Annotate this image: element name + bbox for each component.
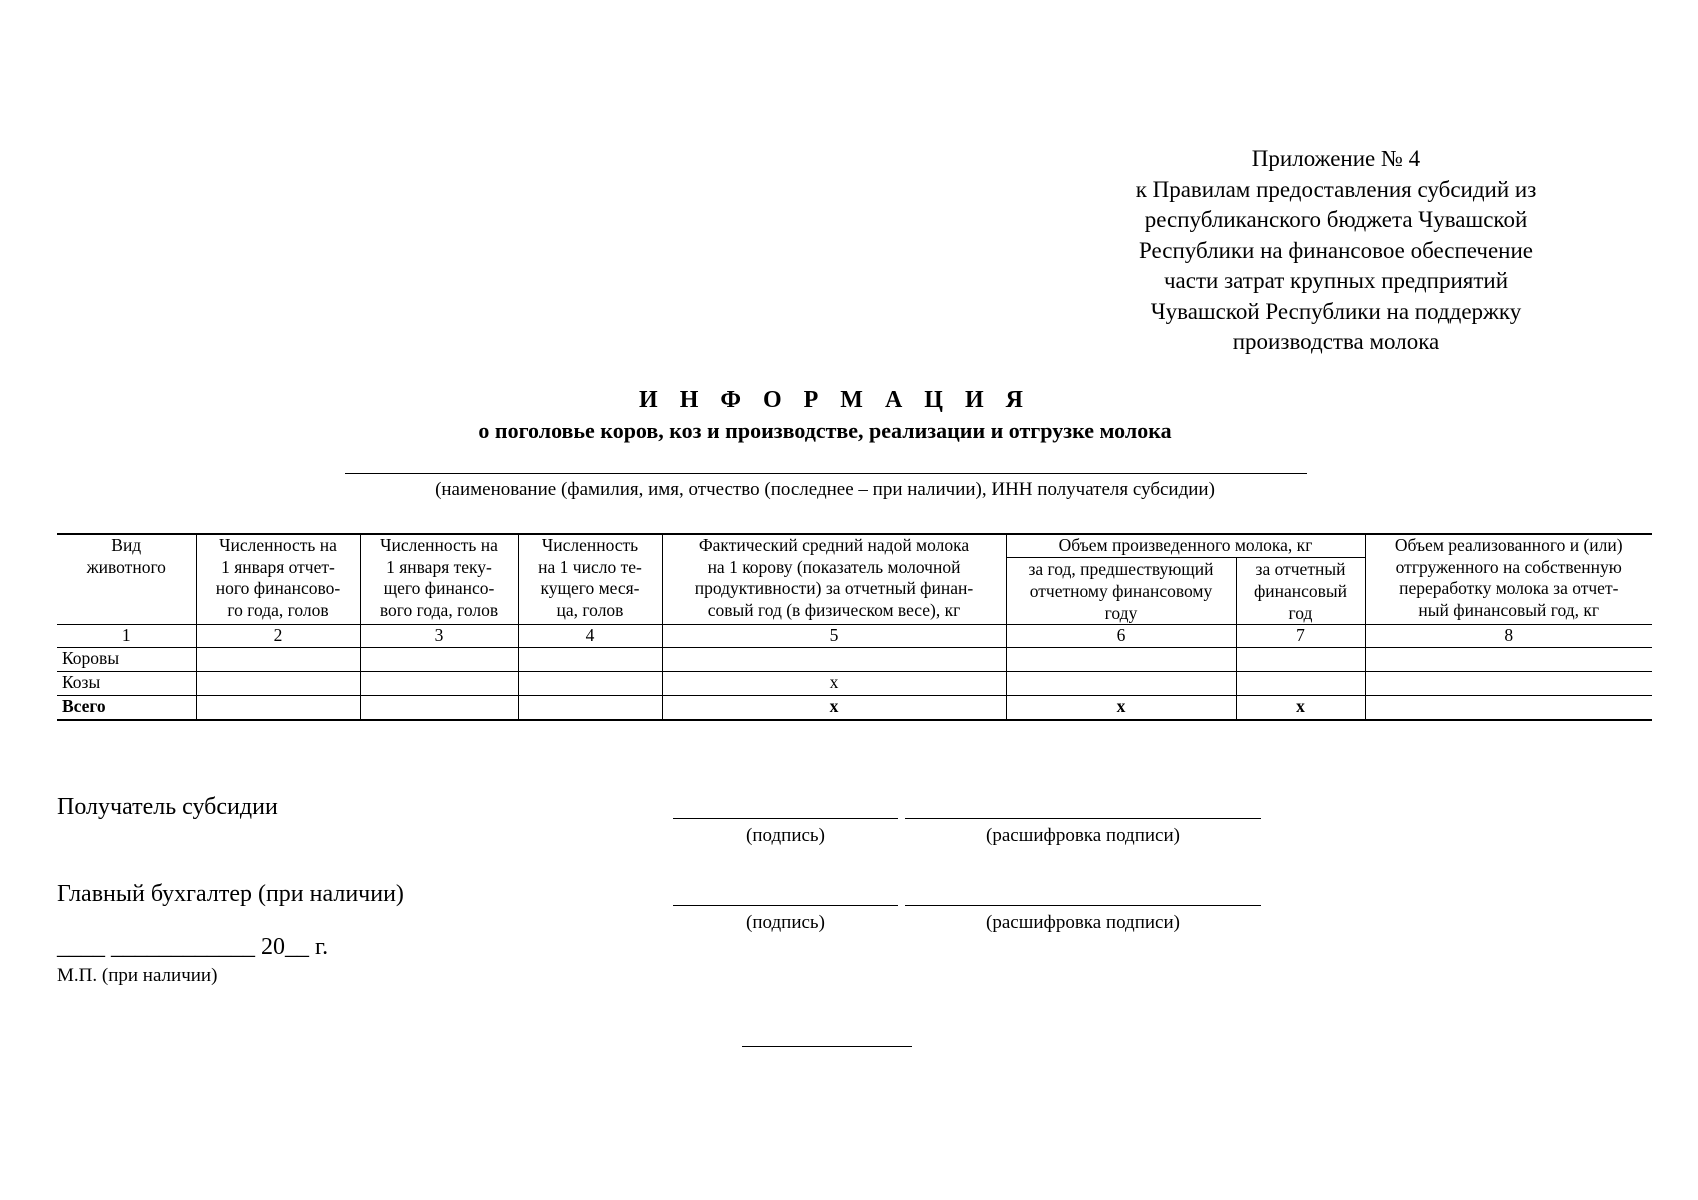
column-number: 2 [196, 624, 360, 647]
recipient-name-field[interactable] [345, 473, 1307, 474]
table-cell[interactable] [518, 671, 662, 695]
column-number: 3 [360, 624, 518, 647]
row-label: Всего [57, 695, 196, 720]
table-cell: х [662, 671, 1006, 695]
table-cell[interactable] [360, 671, 518, 695]
table-cell: х [1006, 695, 1236, 720]
accountant-signature-field[interactable] [673, 905, 898, 906]
table-cell[interactable] [1365, 647, 1652, 671]
table-row-total [57, 695, 1652, 720]
accountant-decoding-field[interactable] [905, 905, 1261, 906]
signature-caption: (подпись) [746, 825, 825, 846]
column-number: 1 [57, 624, 196, 647]
column-number: 6 [1006, 624, 1236, 647]
column-number: 4 [518, 624, 662, 647]
table-cell[interactable] [518, 695, 662, 720]
document-title: И Н Ф О Р М А Ц И Я [639, 387, 1031, 413]
table-cell[interactable] [196, 695, 360, 720]
table-row-cows [57, 647, 1652, 671]
table-cell[interactable] [1006, 647, 1236, 671]
table-cell[interactable] [196, 647, 360, 671]
appendix-line: производства молока [1232, 329, 1440, 354]
header-milk-sold: Объем реализованного и (или) отгруженного на собственную переработку молока за отчет- ный финансовый год, кг [1365, 534, 1652, 624]
signature-caption: (подпись) [746, 912, 825, 933]
document-subtitle: о поголовье коров, коз и производстве, реализации и отгрузке молока [478, 418, 1172, 443]
table-cell[interactable] [662, 647, 1006, 671]
header-count-current-month: Численность на 1 число те- кущего меся- ца, голов [518, 534, 662, 624]
appendix-line: части затрат крупных предприятий [1163, 268, 1508, 293]
header-count-start-current-year: Численность на 1 января теку- щего финансо- вого года, голов [360, 534, 518, 624]
table-row-goats [57, 671, 1652, 695]
appendix-line: к Правилам предоставления субсидий из [1135, 176, 1537, 202]
decoding-caption: (расшифровка подписи) [986, 912, 1180, 933]
appendix-line: Приложение № 4 [1251, 146, 1421, 171]
accountant-label: Главный бухгалтер (при наличии) [57, 881, 404, 907]
table-cell[interactable] [360, 695, 518, 720]
table-cell[interactable] [1365, 671, 1652, 695]
header-produced-previous-year: за год, предшествующий отчетному финансовому году [1006, 557, 1236, 624]
header-milk-produced-group: Объем произведенного молока, кг [1006, 534, 1365, 557]
table-cell[interactable] [196, 671, 360, 695]
table-cell: х [1236, 695, 1365, 720]
stamp-label: М.П. (при наличии) [57, 965, 218, 986]
decoding-caption: (расшифровка подписи) [986, 825, 1180, 846]
appendix-line: Республики на финансовое обеспечение [1138, 237, 1534, 263]
recipient-name-caption: (наименование (фамилия, имя, отчество (последнее – при наличии), ИНН получателя субсидии) [435, 479, 1215, 500]
date-line[interactable]: ____ ____________ 20__ г. [57, 934, 329, 960]
recipient-signature-field[interactable] [673, 818, 898, 819]
row-label: Козы [57, 671, 196, 695]
appendix-line: республиканского бюджета Чувашской [1144, 207, 1528, 232]
livestock-milk-table [57, 533, 1652, 721]
column-number: 8 [1365, 624, 1652, 647]
appendix-block [1096, 144, 1576, 358]
bottom-divider [742, 1046, 912, 1047]
table-cell: х [662, 695, 1006, 720]
row-label: Коровы [57, 647, 196, 671]
header-count-start-reporting-year: Численность на 1 января отчет- ного финансово- го года, голов [196, 534, 360, 624]
table-cell[interactable] [360, 647, 518, 671]
column-number: 5 [662, 624, 1006, 647]
header-average-milk-yield: Фактический средний надой молока на 1 корову (показатель молочной продуктивности) за отчетный финан- совый год (в физическом весе), кг [662, 534, 1006, 624]
header-animal-type: Вид животного [57, 534, 196, 624]
table-cell[interactable] [1365, 695, 1652, 720]
appendix-line: Чувашской Республики на поддержку [1150, 298, 1522, 324]
table-cell[interactable] [1236, 671, 1365, 695]
table-cell[interactable] [1236, 647, 1365, 671]
table-cell[interactable] [1006, 671, 1236, 695]
recipient-label: Получатель субсидии [57, 794, 278, 820]
table-cell[interactable] [518, 647, 662, 671]
header-produced-reporting-year: за отчетный финансовый год [1236, 557, 1365, 624]
recipient-decoding-field[interactable] [905, 818, 1261, 819]
column-number: 7 [1236, 624, 1365, 647]
